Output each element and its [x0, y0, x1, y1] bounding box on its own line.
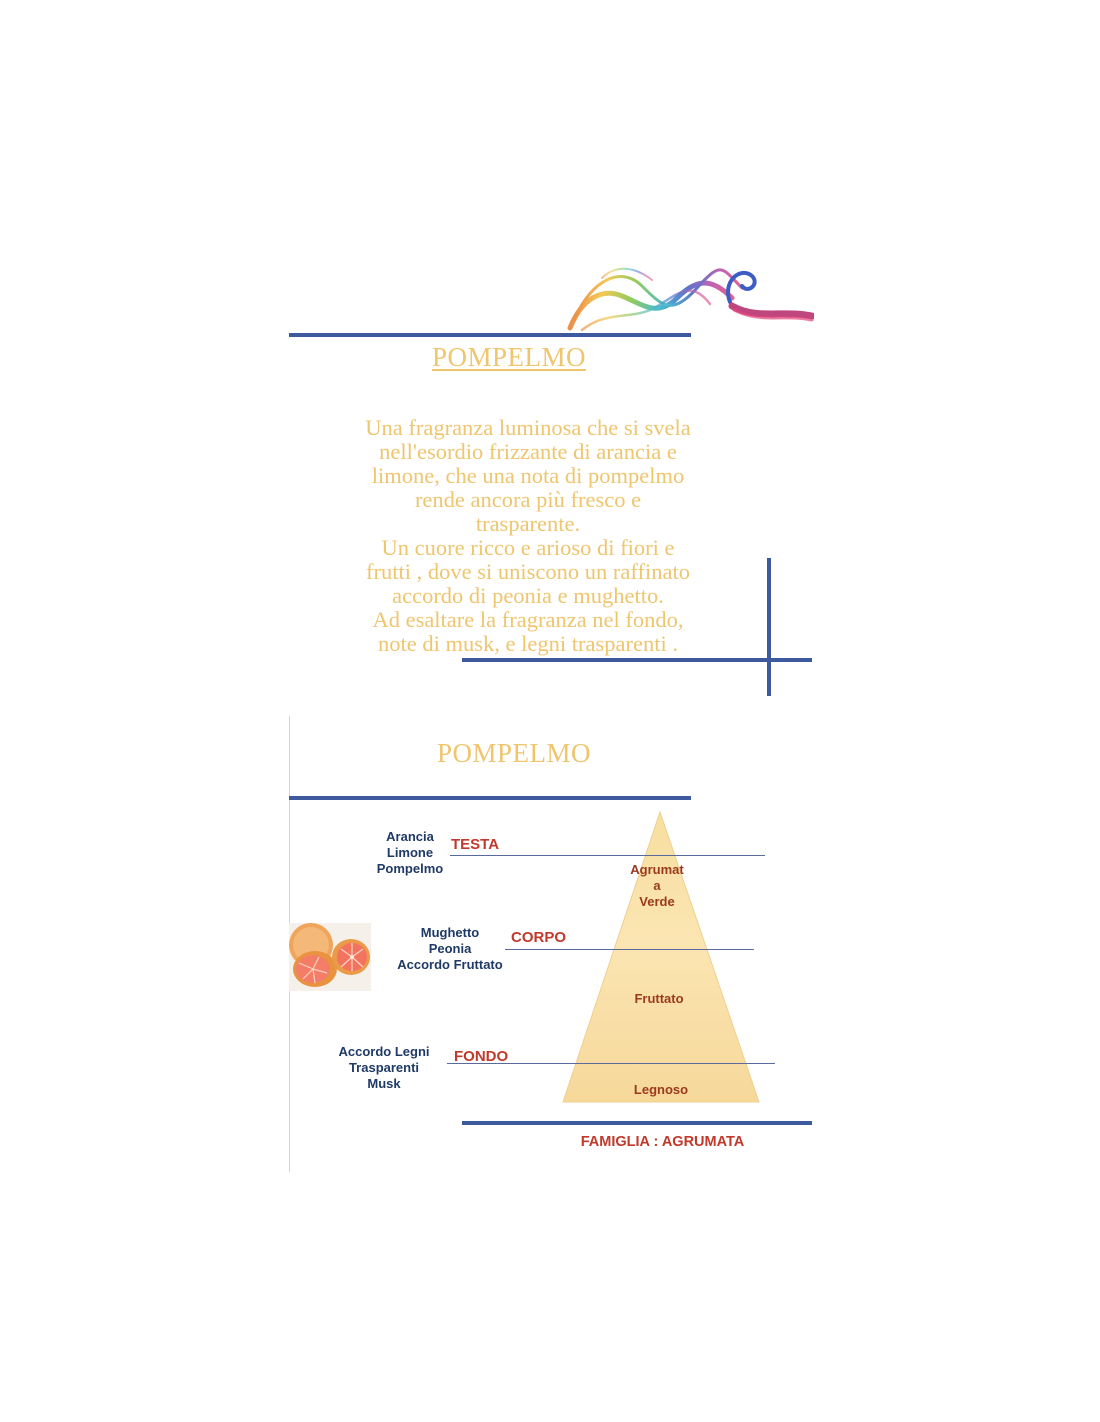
fondo-notes	[329, 1044, 439, 1092]
note-item: Accordo Fruttato	[397, 957, 503, 972]
page-title: POMPELMO	[431, 342, 587, 372]
description-line: nell'esordio frizzante di arancia e	[379, 439, 677, 464]
note-item: Limone	[386, 845, 434, 860]
description-line: frutti , dove si uniscono un raffinato	[366, 559, 690, 584]
character-line: Verde	[639, 894, 675, 909]
description-line: accordo di peonia e mughetto.	[392, 583, 664, 608]
testa-divider	[450, 855, 765, 856]
level-label-corpo: CORPO	[511, 929, 567, 946]
description-line: Una fragranza luminosa che si svela	[365, 415, 691, 440]
character-line: a	[653, 878, 661, 893]
description-line: Un cuore ricco e arioso di fiori e	[381, 535, 675, 560]
note-item: Musk	[367, 1076, 401, 1091]
character-line: Legnoso	[633, 1082, 689, 1097]
pyramid-character-testa	[617, 862, 697, 910]
description-line: Ad esaltare la fragranza nel fondo,	[372, 607, 684, 632]
fragrance-description	[318, 416, 738, 656]
note-item: Mughetto	[420, 925, 480, 940]
pyramid-title: POMPELMO	[436, 738, 592, 768]
bottom-rule	[462, 1121, 812, 1125]
description-line: limone, che una nota di pompelmo	[371, 463, 685, 488]
description-line: trasparente.	[475, 511, 581, 536]
description-vertical-rule	[767, 558, 771, 696]
character-line: Agrumat	[630, 862, 684, 877]
level-label-testa: TESTA	[451, 836, 500, 853]
note-item: Peonia	[428, 941, 472, 956]
corpo-notes	[390, 925, 510, 973]
smoke-swirl-decoration	[562, 258, 814, 336]
pyramid-character-fondo	[621, 1082, 701, 1098]
top-divider-line	[289, 333, 691, 337]
level-label-fondo: FONDO	[454, 1048, 509, 1065]
grapefruit-image	[289, 923, 371, 991]
testa-notes	[360, 829, 460, 877]
description-horizontal-rule	[462, 658, 812, 662]
description-line: rende ancora più fresco e	[414, 487, 642, 512]
character-line: Fruttato	[634, 991, 684, 1006]
note-item: Trasparenti	[348, 1060, 420, 1075]
note-item: Pompelmo	[376, 861, 444, 876]
corpo-divider	[505, 949, 754, 950]
fragrance-family: FAMIGLIA : AGRUMATA	[580, 1134, 745, 1150]
note-item: Accordo Legni	[338, 1044, 430, 1059]
pyramid-top-rule	[289, 796, 691, 800]
pyramid-character-corpo	[619, 991, 699, 1007]
note-item: Arancia	[386, 829, 434, 844]
description-line: note di musk, e legni trasparenti .	[378, 631, 678, 656]
